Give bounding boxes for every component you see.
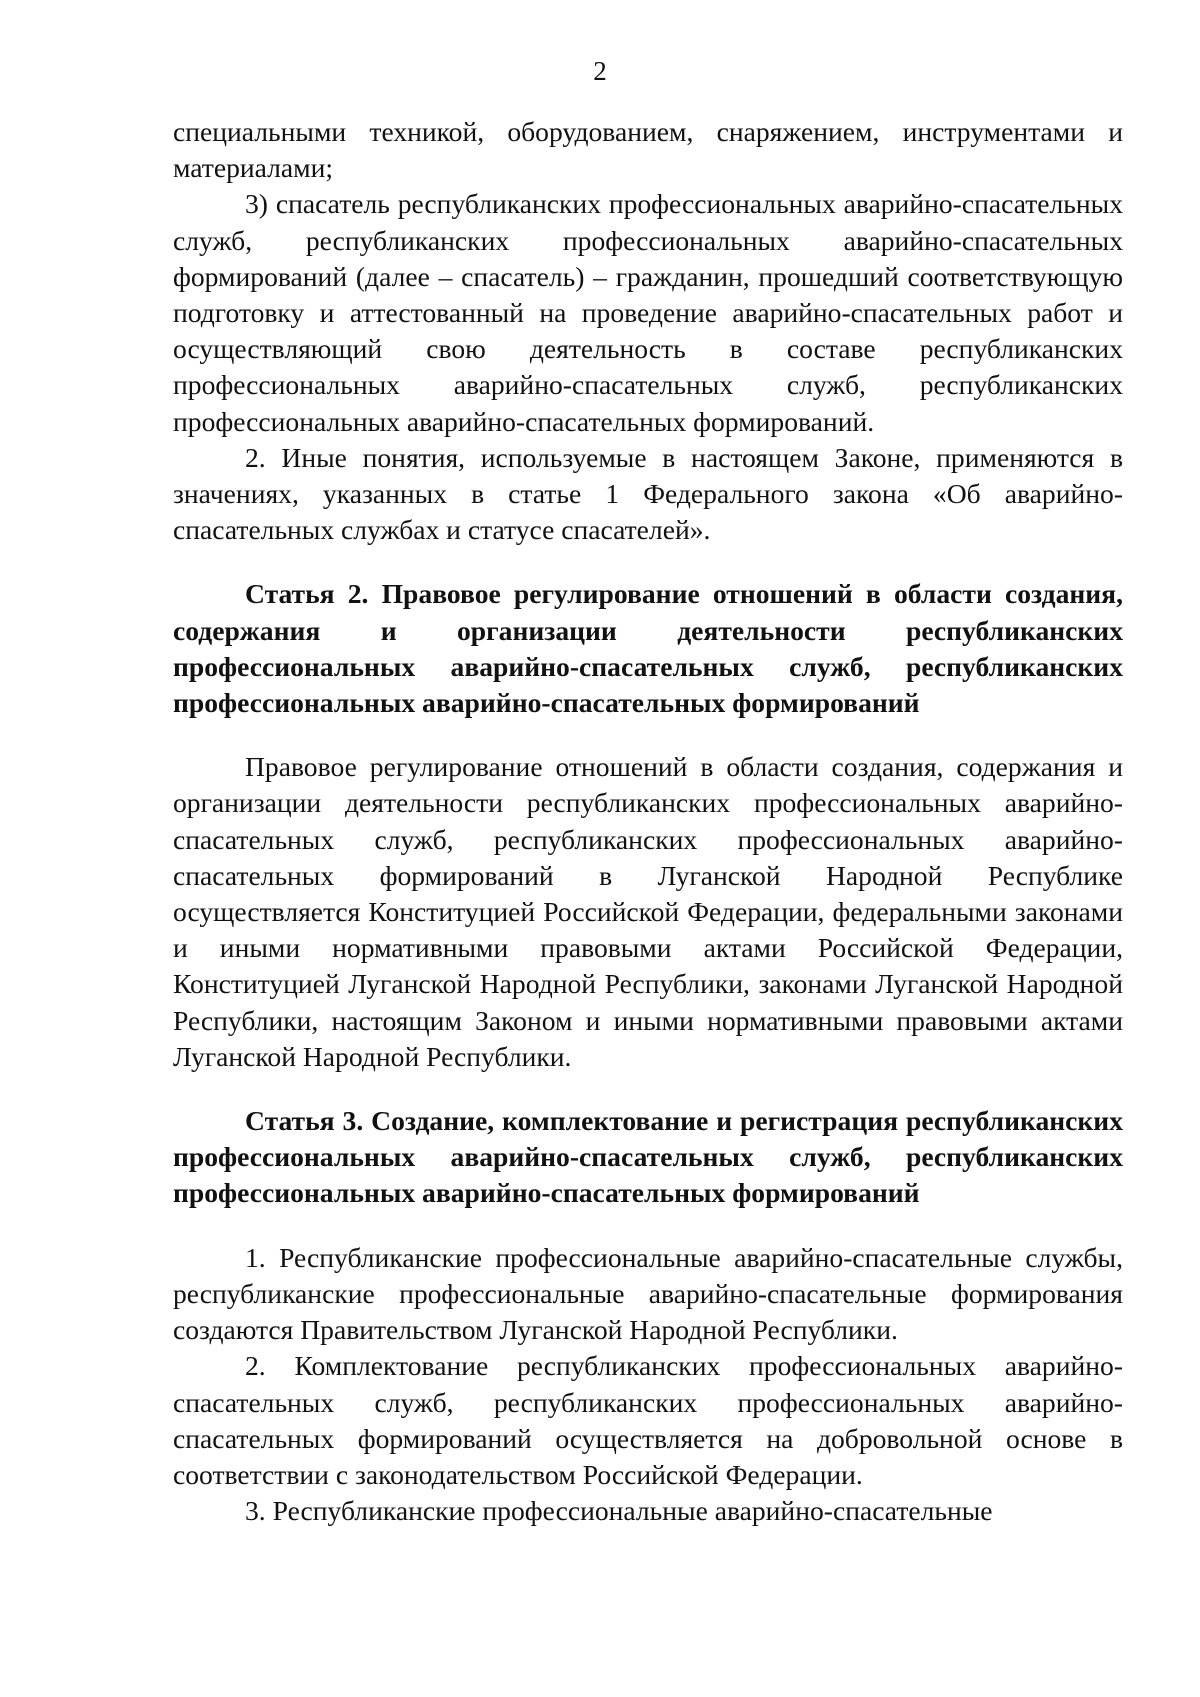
article-3-item-1: 1. Республиканские профессиональные аварийно-спасательные службы, республиканские профессиональные аварийно-спасательные формирования создаются Правительством Луганской Народной Республики.	[173, 1241, 1123, 1346]
document-body	[173, 114, 1123, 1529]
paragraph: 3) спасатель республиканских профессиональных аварийно-спасательных служб, республиканских профессиональных аварийно-спасательных формирований (далее – спасатель) – гражданин, прошедший соответствующую подготовку и аттестованный на проведение аварийно-спасательных работ и осуществляющий свою деятельность в составе республиканских профессиональных аварийно-спасательных служб, республиканских профессиональных аварийно-спасательных формирований.	[173, 188, 1123, 437]
article-2-text: Правовое регулирование отношений в области создания, содержания и организации деятельности республиканских профессиональных аварийно-спасательных служб, республиканских профессиональных аварийно-спасательных формирований в Луганской Народной Республике осуществляется Конституцией Российской Федерации, федеральными законами и иными нормативными правовыми актами Российской Федерации, Конституцией Луганской Народной Республики, законами Луганской Народной Республики, настоящим Законом и иными нормативными правовыми актами Луганской Народной Республики.	[173, 751, 1123, 1072]
paragraph: 2. Иные понятия, используемые в настоящем Законе, применяются в значениях, указанных в статье 1 Федерального закона «Об аварийно-спасательных службах и статусе спасателей».	[173, 441, 1123, 546]
page-number: 2	[593, 56, 607, 86]
article-3-item-3: 3. Республиканские профессиональные аварийно-спасательные	[245, 1495, 993, 1527]
article-3-heading: Статья 3. Создание, комплектование и регистрация республиканских профессиональных аварийно-спасательных служб, республиканских профессиональных аварийно-спасательных формирований	[173, 1105, 1123, 1209]
paragraph: специальными техникой, оборудованием, снаряжением, инструментами и материалами;	[173, 116, 1123, 184]
article-3-item-2: 2. Комплектование республиканских профессиональных аварийно-спасательных служб, республиканских профессиональных аварийно-спасательных формирований осуществляется на добровольной основе в соответствии с законодательством Российской Федерации.	[173, 1350, 1123, 1490]
article-2-heading: Статья 2. Правовое регулирование отношений в области создания, содержания и организации деятельности республиканских профессиональных аварийно-спасательных служб, республиканских профессиональных аварийно-спасательных формирований	[173, 578, 1123, 719]
